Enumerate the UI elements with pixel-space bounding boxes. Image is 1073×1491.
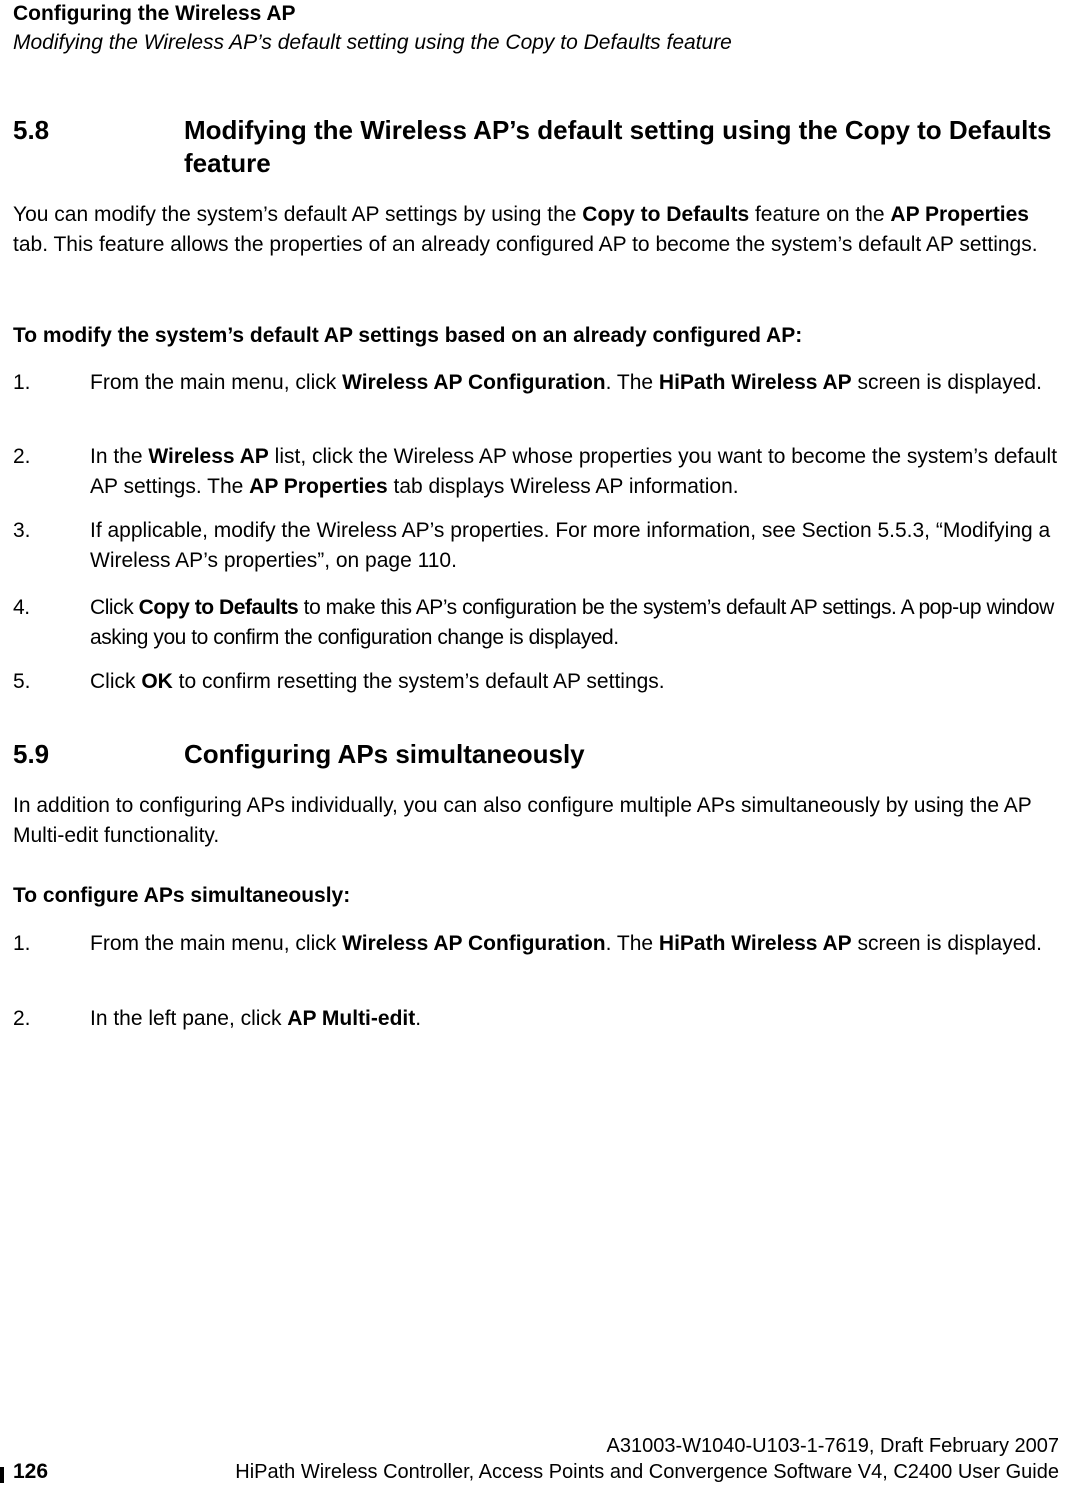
section-5-9-number: 5.9 [13,739,50,769]
running-header-section: Modifying the Wireless AP’s default setting using the Copy to Defaults feature [13,31,732,54]
section-5-8-title: Modifying the Wireless AP’s default setting using the Copy to Defaults feature [184,115,1052,178]
step-copy-1: 1. From the main menu, click Wireless AP Configuration. The HiPath Wireless AP screen is displayed. [13,371,1042,394]
step-copy-5: 5. Click OK to confirm resetting the system’s default AP settings. [13,670,665,693]
step-copy-4: 4. Click Copy to Defaults to make this AP’s configuration be the system’s default AP settings. A pop-up window asking you to confirm the configuration change is displayed. [13,596,1054,649]
section-5-8-intro: You can modify the system’s default AP settings by using the Copy to Defaults feature on the AP Properties tab. This feature allows the properties of an already configured AP to become the system’s default AP settings. [13,203,1038,256]
section-5-9-intro: In addition to configuring APs individually, you can also configure multiple APs simultaneously by using the AP Multi-edit functionality. [13,794,1032,847]
footer-document-title: HiPath Wireless Controller, Access Points and Convergence Software V4, C2400 User Guide [235,1461,1059,1483]
change-bar-marker [0,1467,4,1483]
page-number: 126 [13,1460,49,1483]
procedure-heading-copy-defaults: To modify the system’s default AP settings based on an already configured AP: [13,324,803,347]
running-header-chapter: Configuring the Wireless AP [13,2,296,25]
step-copy-2: 2. In the Wireless AP list, click the Wireless AP whose properties you want to become the system’s default AP settings. The AP Properties tab displays Wireless AP information. [13,445,1058,498]
footer-document-id: A31003-W1040-U103-1-7619, Draft February 2007 [606,1435,1059,1457]
step-multi-2: 2. In the left pane, click AP Multi-edit. [13,1007,422,1030]
section-5-8-number: 5.8 [13,115,50,145]
procedure-heading-multi-edit: To configure APs simultaneously: [13,884,351,907]
step-copy-3: 3. If applicable, modify the Wireless AP’s properties. For more information, see Section 5.5.3, “Modifying a Wireless AP’s properties”, on page 110. [13,519,1051,572]
section-5-9-title: Configuring APs simultaneously [184,739,585,769]
step-multi-1: 1. From the main menu, click Wireless AP Configuration. The HiPath Wireless AP screen is displayed. [13,932,1042,955]
